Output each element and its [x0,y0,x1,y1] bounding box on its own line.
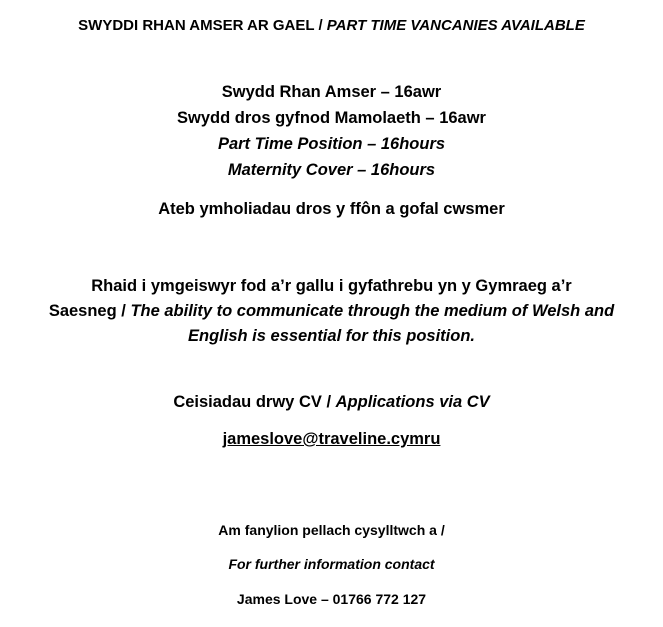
requirement-english-start: The ability to communicate through the medium of Welsh and [130,302,615,320]
contact-name-phone: James Love – 01766 772 127 [236,591,427,607]
requirement-paragraph [10,274,653,349]
position-welsh-part-time: Swydd Rhan Amser – 16awr [221,83,442,101]
applications-welsh: Ceisiadau drwy CV / [173,393,336,411]
contact-english: For further information contact [228,556,435,572]
requirement-line-2 [10,299,653,324]
position-english-part-time: Part Time Position – 16hours [217,135,446,153]
position-welsh-maternity: Swydd dros gyfnod Mamolaeth – 16awr [177,109,486,127]
position-english-maternity: Maternity Cover – 16hours [227,161,436,179]
requirement-welsh-end: Saesneg / [48,302,131,320]
contact-email-link[interactable]: jameslove@traveline.cymru [222,430,441,448]
duties-text: Ateb ymholiadau dros y ffôn a gofal cwsmer [158,200,505,218]
title-welsh: SWYDDI RHAN AMSER AR GAEL / [78,17,327,34]
applications-line [0,393,663,412]
contact-welsh: Am fanylion pellach cysylltwch a / [218,522,445,538]
requirement-line-1: Rhaid i ymgeiswyr fod a’r gallu i gyfathrebu yn y Gymraeg a’r [91,277,572,295]
title-english: PART TIME VANCANIES AVAILABLE [326,17,585,34]
requirement-line-3: English is essential for this position. [188,327,475,345]
email-line [0,430,663,449]
applications-english: Applications via CV [335,393,490,411]
page-title [0,17,663,34]
